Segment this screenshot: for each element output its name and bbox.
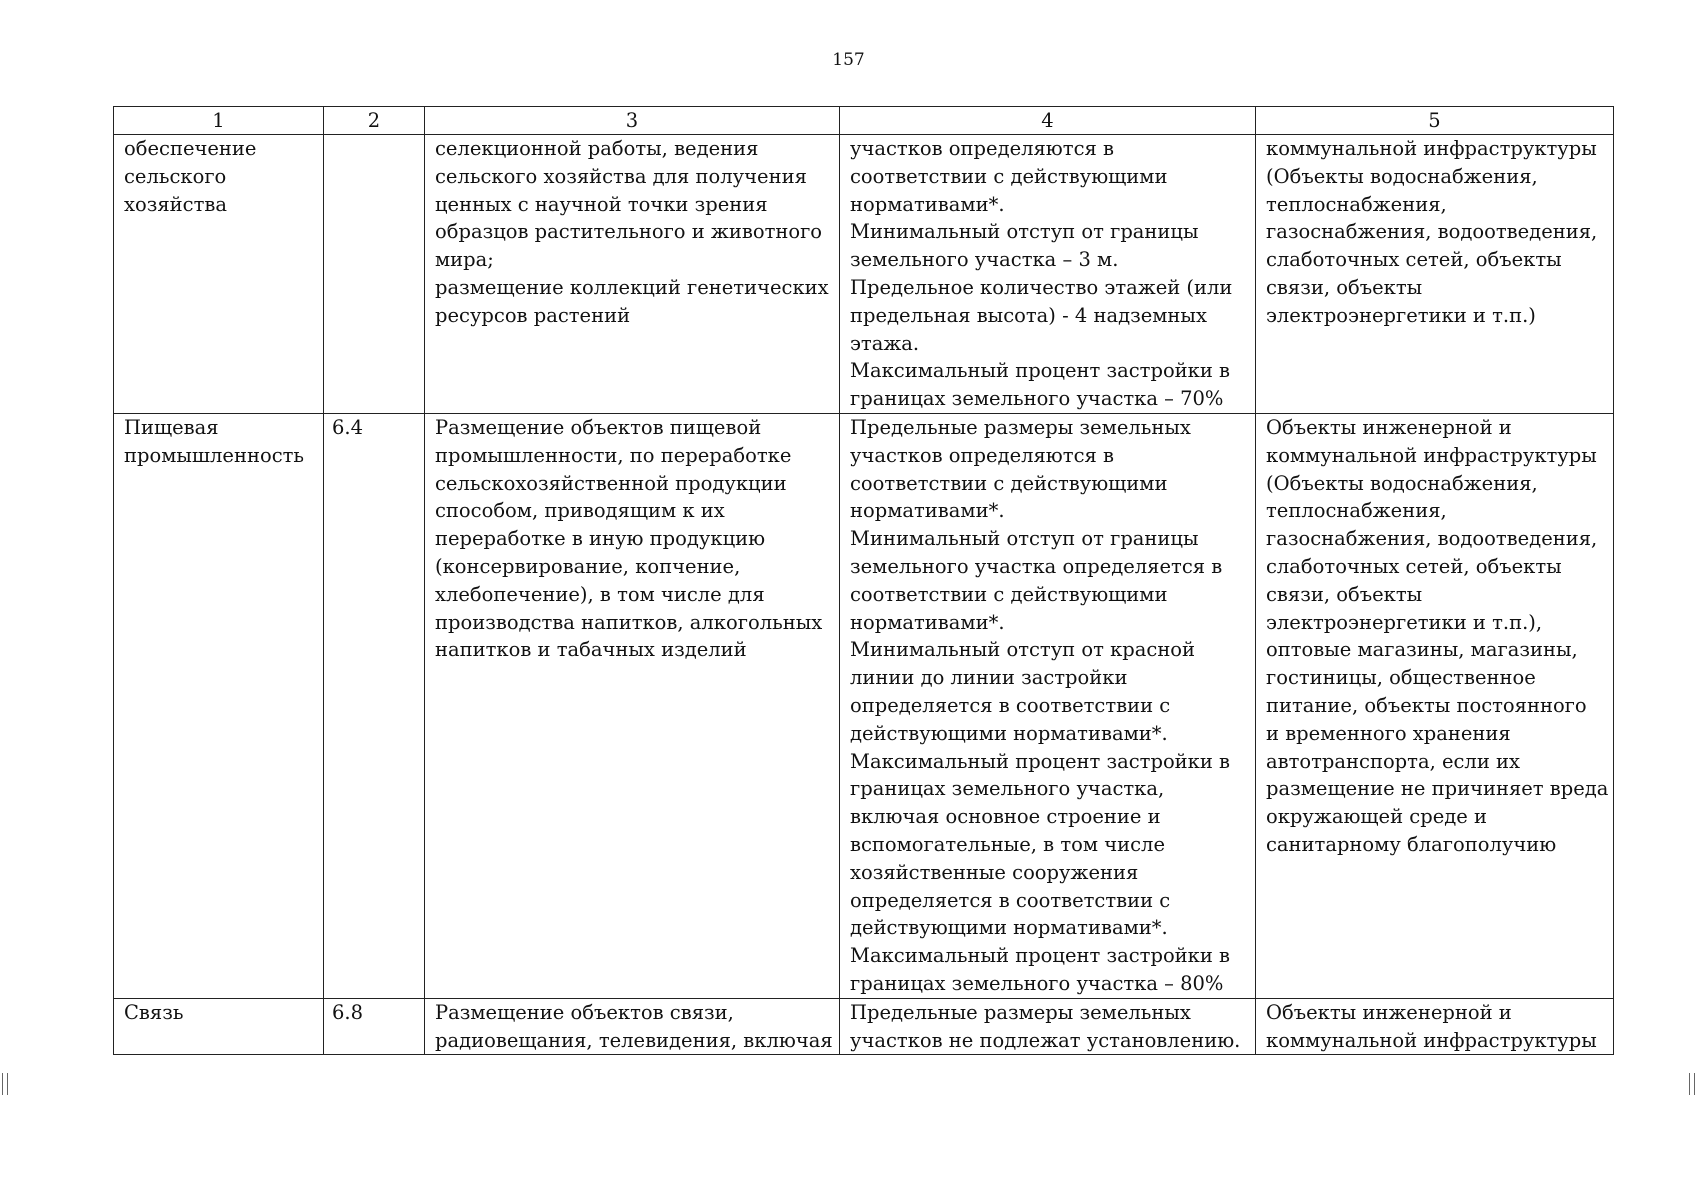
cell-text-line: соответствии с действующими bbox=[850, 582, 1168, 606]
cell-text-line: границах земельного участка – 80% bbox=[850, 971, 1224, 995]
cell-text-line: (Объекты водоснабжения, bbox=[1266, 471, 1538, 495]
column-header: 4 bbox=[840, 107, 1256, 135]
auxiliary-uses-cell bbox=[1256, 414, 1614, 999]
parameters-cell bbox=[840, 998, 1256, 1055]
page-number: 157 bbox=[832, 50, 865, 70]
cell-text-line: окружающей среде и bbox=[1266, 805, 1487, 829]
land-use-code-cell bbox=[324, 998, 425, 1055]
cell-text-line: Максимальный процент застройки в bbox=[850, 944, 1231, 968]
table-row bbox=[114, 414, 1614, 999]
description-cell bbox=[425, 414, 840, 999]
cell-text-line: нормативами*. bbox=[850, 499, 1005, 523]
auxiliary-uses-cell bbox=[1256, 998, 1614, 1055]
cell-text-line: санитарному благополучию bbox=[1266, 832, 1557, 856]
cell-text-line: участков определяются в bbox=[850, 443, 1114, 467]
cell-text-line: коммунальной инфраструктуры bbox=[1266, 1028, 1597, 1052]
cell-text-line: электроэнергетики и т.п.) bbox=[1266, 303, 1536, 327]
cell-text-line: Минимальный отступ от границы bbox=[850, 527, 1199, 551]
cell-text-line: Объекты инженерной и bbox=[1266, 1000, 1512, 1024]
column-header: 2 bbox=[324, 107, 425, 135]
cell-text-line: действующими нормативами*. bbox=[850, 721, 1168, 745]
cell-text-line: Размещение объектов пищевой bbox=[435, 416, 762, 439]
cell-text-line: питание, объекты постоянного bbox=[1266, 693, 1587, 717]
cell-text-line: теплоснабжения, bbox=[1266, 192, 1447, 216]
cell-text-line: (консервирование, копчение, bbox=[435, 554, 741, 578]
cell-text-line: Пищевая bbox=[124, 416, 219, 439]
zoning-table bbox=[113, 106, 1614, 1055]
column-header: 1 bbox=[114, 107, 324, 135]
auxiliary-uses-cell bbox=[1256, 135, 1614, 414]
cell-text-line: Связь bbox=[124, 1000, 184, 1024]
cell-text-line: определяется в соответствии с bbox=[850, 888, 1171, 912]
cell-text-line: размещение не причиняет вреда bbox=[1266, 777, 1609, 801]
cell-text-line: хозяйства bbox=[124, 192, 227, 216]
cell-text-line: Максимальный процент застройки в bbox=[850, 359, 1231, 383]
cell-text-line: нормативами*. bbox=[850, 610, 1005, 634]
cell-text-line: слаботочных сетей, объекты bbox=[1266, 554, 1562, 578]
cell-text-line: хозяйственные сооружения bbox=[850, 860, 1139, 884]
scan-edge-mark bbox=[2, 1073, 8, 1095]
cell-text-line: Минимальный отступ от красной bbox=[850, 638, 1196, 662]
description-cell bbox=[425, 998, 840, 1055]
cell-text-line: Предельное количество этажей (или bbox=[850, 275, 1233, 299]
land-use-name-cell bbox=[114, 998, 324, 1055]
cell-text-line: ценных с научной точки зрения bbox=[435, 192, 768, 216]
cell-text-line: хлебопечение), в том числе для bbox=[435, 582, 765, 606]
cell-text-line: участков определяются в bbox=[850, 137, 1114, 160]
cell-text-line: обеспечение bbox=[124, 137, 257, 160]
cell-text-line: коммунальной инфраструктуры bbox=[1266, 137, 1597, 160]
cell-text-line: нормативами*. bbox=[850, 192, 1005, 216]
cell-text-line: сельского хозяйства для получения bbox=[435, 164, 807, 188]
cell-text-line: Предельные размеры земельных bbox=[850, 1000, 1191, 1024]
cell-text-line: теплоснабжения, bbox=[1266, 499, 1447, 523]
cell-text-line: вспомогательные, в том числе bbox=[850, 832, 1165, 856]
cell-text-line: сельскохозяйственной продукции bbox=[435, 471, 787, 495]
cell-text-line: связи, объекты bbox=[1266, 582, 1423, 606]
cell-text-line: действующими нормативами*. bbox=[850, 916, 1168, 940]
land-use-name-cell bbox=[114, 414, 324, 999]
cell-text-line: селекционной работы, ведения bbox=[435, 137, 759, 160]
land-use-name-cell bbox=[114, 135, 324, 414]
column-header: 3 bbox=[425, 107, 840, 135]
cell-text-line: гостиницы, общественное bbox=[1266, 666, 1536, 690]
cell-text-line: производства напитков, алкогольных bbox=[435, 610, 823, 634]
cell-text-line: газоснабжения, водоотведения, bbox=[1266, 220, 1598, 244]
cell-text-line: соответствии с действующими bbox=[850, 164, 1168, 188]
cell-text-line: Размещение объектов связи, bbox=[435, 1000, 734, 1024]
cell-text-line: образцов растительного и животного bbox=[435, 220, 823, 244]
cell-text-line: границах земельного участка – 70% bbox=[850, 387, 1224, 411]
cell-text-line: напитков и табачных изделий bbox=[435, 638, 747, 662]
cell-text-line: границах земельного участка, bbox=[850, 777, 1165, 801]
cell-text-line: автотранспорта, если их bbox=[1266, 749, 1521, 773]
cell-text-line: промышленность bbox=[124, 443, 305, 467]
cell-text-line: этажа. bbox=[850, 331, 920, 355]
table-row bbox=[114, 135, 1614, 414]
cell-text-line: слаботочных сетей, объекты bbox=[1266, 248, 1562, 272]
cell-text-line: земельного участка определяется в bbox=[850, 554, 1223, 578]
cell-text-line: Предельные размеры земельных bbox=[850, 416, 1191, 439]
cell-text-line: газоснабжения, водоотведения, bbox=[1266, 527, 1598, 551]
cell-text-line: определяется в соответствии с bbox=[850, 693, 1171, 717]
cell-text: 6.8 bbox=[332, 1000, 364, 1024]
cell-text-line: и временного хранения bbox=[1266, 721, 1511, 745]
cell-text-line: ресурсов растений bbox=[435, 303, 631, 327]
cell-text-line: соответствии с действующими bbox=[850, 471, 1168, 495]
cell-text-line: мира; bbox=[435, 248, 494, 272]
cell-text-line: Максимальный процент застройки в bbox=[850, 749, 1231, 773]
land-use-code-cell bbox=[324, 135, 425, 414]
land-use-code-cell bbox=[324, 414, 425, 999]
cell-text-line: земельного участка – 3 м. bbox=[850, 248, 1119, 272]
scan-edge-mark bbox=[1689, 1073, 1695, 1095]
cell-text-line: электроэнергетики и т.п.), bbox=[1266, 610, 1543, 634]
cell-text-line: (Объекты водоснабжения, bbox=[1266, 164, 1538, 188]
cell-text-line: связи, объекты bbox=[1266, 275, 1423, 299]
table-row bbox=[114, 998, 1614, 1055]
cell-text-line: способом, приводящим к их bbox=[435, 499, 725, 523]
cell-text: 6.4 bbox=[332, 416, 364, 439]
description-cell bbox=[425, 135, 840, 414]
cell-text-line: переработке в иную продукцию bbox=[435, 527, 766, 551]
cell-text-line: включая основное строение и bbox=[850, 805, 1161, 829]
cell-text-line: сельского bbox=[124, 164, 227, 188]
cell-text-line: участков не подлежат установлению. bbox=[850, 1028, 1241, 1052]
cell-text-line: предельная высота) - 4 надземных bbox=[850, 303, 1207, 327]
cell-text-line: размещение коллекций генетических bbox=[435, 275, 829, 299]
cell-text-line: радиовещания, телевидения, включая bbox=[435, 1028, 833, 1052]
cell-text-line: Объекты инженерной и bbox=[1266, 416, 1512, 439]
parameters-cell bbox=[840, 414, 1256, 999]
cell-text-line: линии до линии застройки bbox=[850, 666, 1128, 690]
cell-text-line: промышленности, по переработке bbox=[435, 443, 792, 467]
parameters-cell bbox=[840, 135, 1256, 414]
cell-text-line: коммунальной инфраструктуры bbox=[1266, 443, 1597, 467]
column-header: 5 bbox=[1256, 107, 1614, 135]
table-header-row bbox=[114, 107, 1614, 135]
cell-text-line: Минимальный отступ от границы bbox=[850, 220, 1199, 244]
cell-text-line: оптовые магазины, магазины, bbox=[1266, 638, 1578, 662]
